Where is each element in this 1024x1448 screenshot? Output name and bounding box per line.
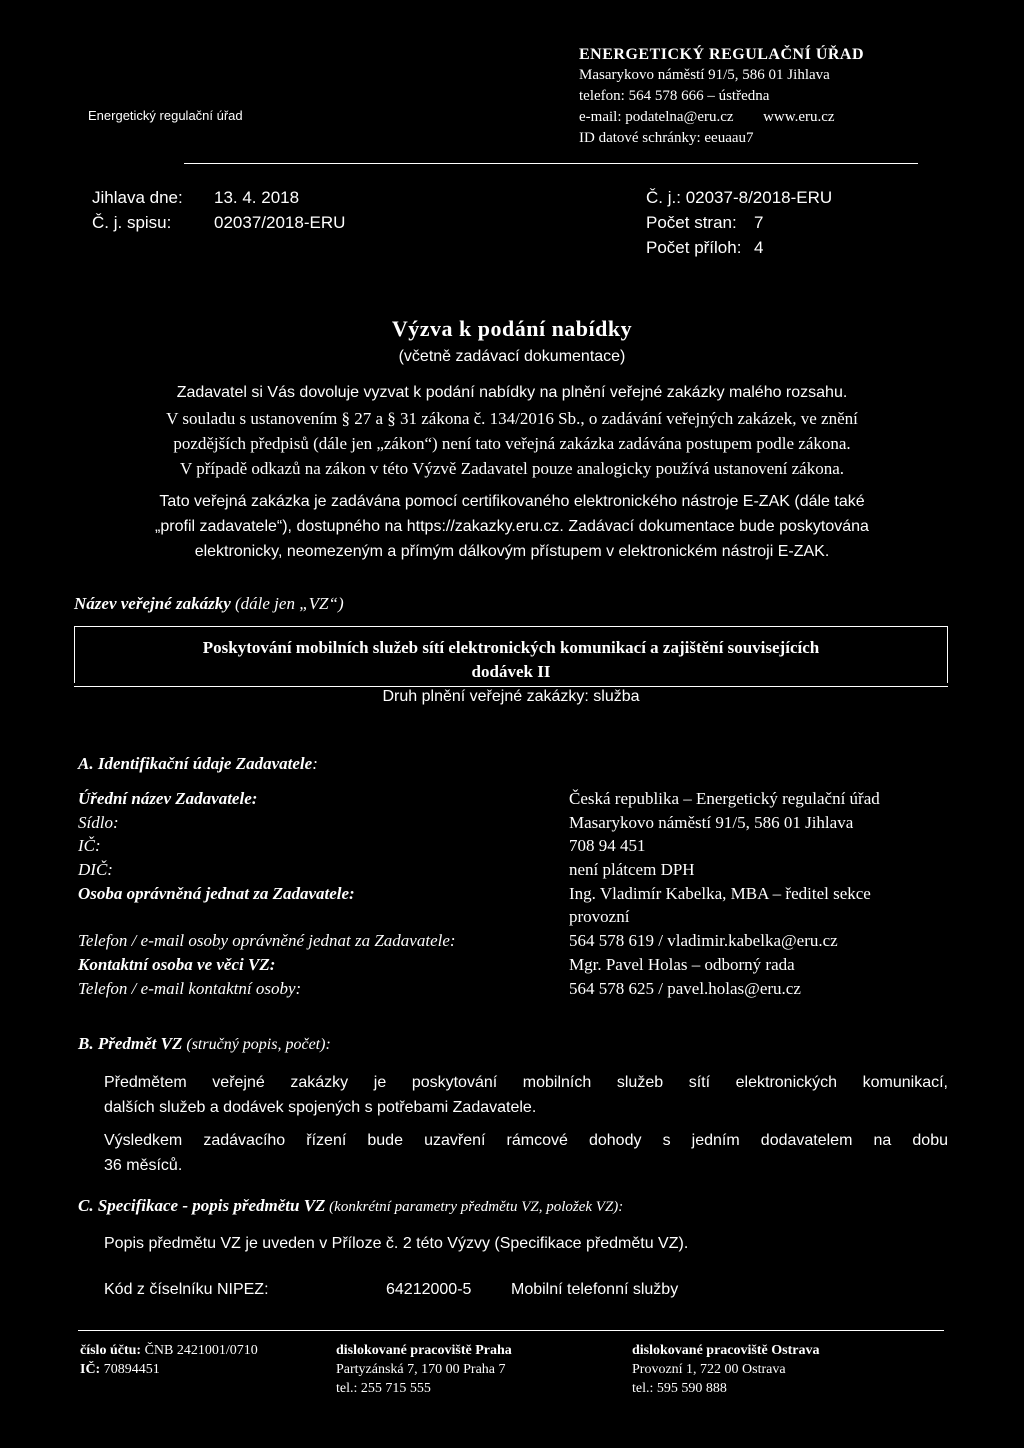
org-databox: ID datové schránky: eeuaau7 xyxy=(579,130,754,146)
section-c-heading xyxy=(78,1196,623,1216)
value-official-name: Česká republika – Energetický regulační úřad xyxy=(569,789,880,808)
vz-name-line: Poskytování mobilních služeb sítí elektronických komunikací a zajištění souvisejících xyxy=(202,638,820,657)
nipez-label: Kód z číselníku NIPEZ: xyxy=(104,1281,269,1298)
label-authorized-person: Osoba oprávněná jednat za Zadavatele: xyxy=(78,884,355,903)
date-label: Jihlava dne: xyxy=(92,188,183,207)
footer-divider xyxy=(78,1330,944,1331)
footer-ico-label: IČ: xyxy=(80,1362,101,1377)
intro-paragraph-3 xyxy=(0,489,1024,564)
label-seat: Sídlo: xyxy=(78,813,119,832)
intro-line: V souladu s ustanovením § 27 a § 31 zákona č. 134/2016 Sb., o zadávání veřejných zakázek, ve znění xyxy=(166,409,858,428)
ezak-link[interactable]: https://zakazky.eru.cz xyxy=(406,518,560,535)
value-authorized-contact: 564 578 619 / vladimir.kabelka@eru.cz xyxy=(569,931,838,950)
section-c-paragraph: Popis předmětu VZ je uveden v Příloze č. 2 této Výzvy (Specifikace předmětu VZ). xyxy=(104,1235,689,1252)
page-title: Výzva k podání nabídky xyxy=(391,316,633,341)
footer-ostrava-phone: tel.: 595 590 888 xyxy=(632,1381,727,1396)
section-b-paragraph-1 xyxy=(104,1070,948,1120)
section-b-line: Výsledkem zadávacího řízení bude uzavření rámcové dohody s jedním dodavatelem na dobu xyxy=(104,1132,948,1149)
org-title: ENERGETICKÝ REGULAČNÍ ÚŘAD xyxy=(579,46,865,63)
footer-account-label: číslo účtu: xyxy=(80,1343,142,1358)
section-b-note: (stručný popis, počet): xyxy=(182,1036,331,1053)
intro-line: pozdějších předpisů (dále jen „zákon“) není tato veřejná zakázka zadávána postupem podle zákona. xyxy=(173,434,851,453)
value-ico: 708 94 451 xyxy=(569,836,646,855)
header-divider xyxy=(184,163,918,164)
section-c-note: (konkrétní parametry předmětu VZ, položek VZ): xyxy=(325,1199,624,1215)
meta-right xyxy=(646,185,832,260)
org-email-web xyxy=(579,107,864,128)
attach-value: 4 xyxy=(754,238,764,257)
section-b-heading xyxy=(78,1034,331,1054)
section-b-line: 36 měsíců. xyxy=(104,1157,183,1174)
value-dic: není plátcem DPH xyxy=(569,860,695,879)
intro-line: Tato veřejná zakázka je zadávána pomocí certifikovaného elektronického nástroje E-ZAK (dále také xyxy=(159,493,865,510)
label-contact-person: Kontaktní osoba ve věci VZ: xyxy=(78,955,276,974)
intro-line xyxy=(0,514,1024,539)
section-c-title: C. Specifikace - popis předmětu VZ xyxy=(78,1196,326,1215)
vz-type: Druh plnění veřejné zakázky: služba xyxy=(382,688,640,705)
value-authorized-person: Ing. Vladimír Kabelka, MBA – ředitel sekce xyxy=(569,884,871,903)
intro-line: Zadavatel si Vás dovoluje vyzvat k podání nabídky na plnění veřejné zakázky malého rozsahu. xyxy=(176,384,848,401)
footer-praha-title: dislokované pracoviště Praha xyxy=(336,1343,512,1358)
intro-paragraph xyxy=(0,380,1024,405)
meta-left xyxy=(92,185,345,235)
intro-line: elektronicky, neomezeným a přímým dálkovým přístupem v elektronickém nástroji E-ZAK. xyxy=(194,543,830,560)
org-address: Masarykovo náměstí 91/5, 586 01 Jihlava xyxy=(579,67,830,83)
letterhead xyxy=(579,44,864,149)
vz-name-heading xyxy=(74,594,344,614)
section-b-paragraph-2 xyxy=(104,1128,948,1178)
file-value: 02037/2018-ERU xyxy=(214,213,346,232)
label-contact-phone-email: Telefon / e-mail kontaktní osoby: xyxy=(78,979,302,998)
section-a-heading xyxy=(78,754,318,774)
pages-label: Počet stran: xyxy=(646,213,737,232)
footer-praha-phone: tel.: 255 715 555 xyxy=(336,1381,431,1396)
footer-col-bank xyxy=(80,1341,258,1379)
footer-account-value: ČNB 2421001/0710 xyxy=(141,1343,258,1358)
footer-ostrava-title: dislokované pracoviště Ostrava xyxy=(632,1343,820,1358)
org-small-label: Energetický regulační úřad xyxy=(88,108,243,123)
intro-text: . Zadávací dokumentace bude poskytována xyxy=(559,518,869,535)
section-a-colon: : xyxy=(312,754,318,773)
attach-label: Počet příloh: xyxy=(646,238,742,257)
intro-line: V případě odkazů na zákon v této Výzvě Zadavatel pouze analogicky používá ustanovení zákona. xyxy=(179,459,844,478)
section-b-line: Předmětem veřejné zakázky je poskytování mobilních služeb sítí elektronických komunikací, xyxy=(104,1074,948,1091)
value-contact-phone-email: 564 578 625 / pavel.holas@eru.cz xyxy=(569,979,801,998)
label-official-name: Úřední název Zadavatele: xyxy=(78,789,258,808)
section-a-title: A. Identifikační údaje Zadavatele xyxy=(78,754,313,773)
label-ico: IČ: xyxy=(78,836,101,855)
page-subtitle: (včetně zadávací dokumentace) xyxy=(398,348,626,365)
value-contact-person: Mgr. Pavel Holas – odborný rada xyxy=(569,955,795,974)
value-authorized-person-2: provozní xyxy=(569,907,630,926)
org-web[interactable]: www.eru.cz xyxy=(763,109,835,125)
org-phone: telefon: 564 578 666 – ústředna xyxy=(579,88,770,104)
nipez-code: 64212000-5 xyxy=(386,1281,472,1298)
ref-value: 02037-8/2018-ERU xyxy=(685,188,833,207)
footer-col-ostrava xyxy=(632,1341,819,1398)
section-b-line: dalších služeb a dodávek spojených s potřebami Zadavatele. xyxy=(104,1099,537,1116)
footer-col-praha xyxy=(336,1341,512,1398)
date-value: 13. 4. 2018 xyxy=(214,188,300,207)
label-authorized-contact: Telefon / e-mail osoby oprávněné jednat za Zadavatele: xyxy=(78,931,456,950)
footer-ico-value: 70894451 xyxy=(100,1362,160,1377)
vz-name xyxy=(74,636,948,684)
footer-ostrava-address: Provozní 1, 722 00 Ostrava xyxy=(632,1362,786,1377)
org-email[interactable]: e-mail: podatelna@eru.cz xyxy=(579,109,734,125)
label-dic: DIČ: xyxy=(78,860,113,879)
vz-name-suffix: (dále jen „VZ“) xyxy=(230,594,344,613)
vz-name-label: Název veřejné zakázky xyxy=(74,594,231,613)
vz-name-underline xyxy=(74,686,948,687)
vz-name-line: dodávek II xyxy=(471,662,551,681)
value-seat: Masarykovo náměstí 91/5, 586 01 Jihlava xyxy=(569,813,854,832)
intro-paragraph-2 xyxy=(0,406,1024,481)
pages-value: 7 xyxy=(754,213,764,232)
file-label: Č. j. spisu: xyxy=(92,213,172,232)
section-b-title: B. Předmět VZ xyxy=(78,1034,183,1053)
ref-label: Č. j.: xyxy=(646,188,681,207)
nipez-description: Mobilní telefonní služby xyxy=(511,1281,679,1298)
footer-praha-address: Partyzánská 7, 170 00 Praha 7 xyxy=(336,1362,506,1377)
intro-text: „profil zadavatele“), dostupného na xyxy=(155,518,407,535)
